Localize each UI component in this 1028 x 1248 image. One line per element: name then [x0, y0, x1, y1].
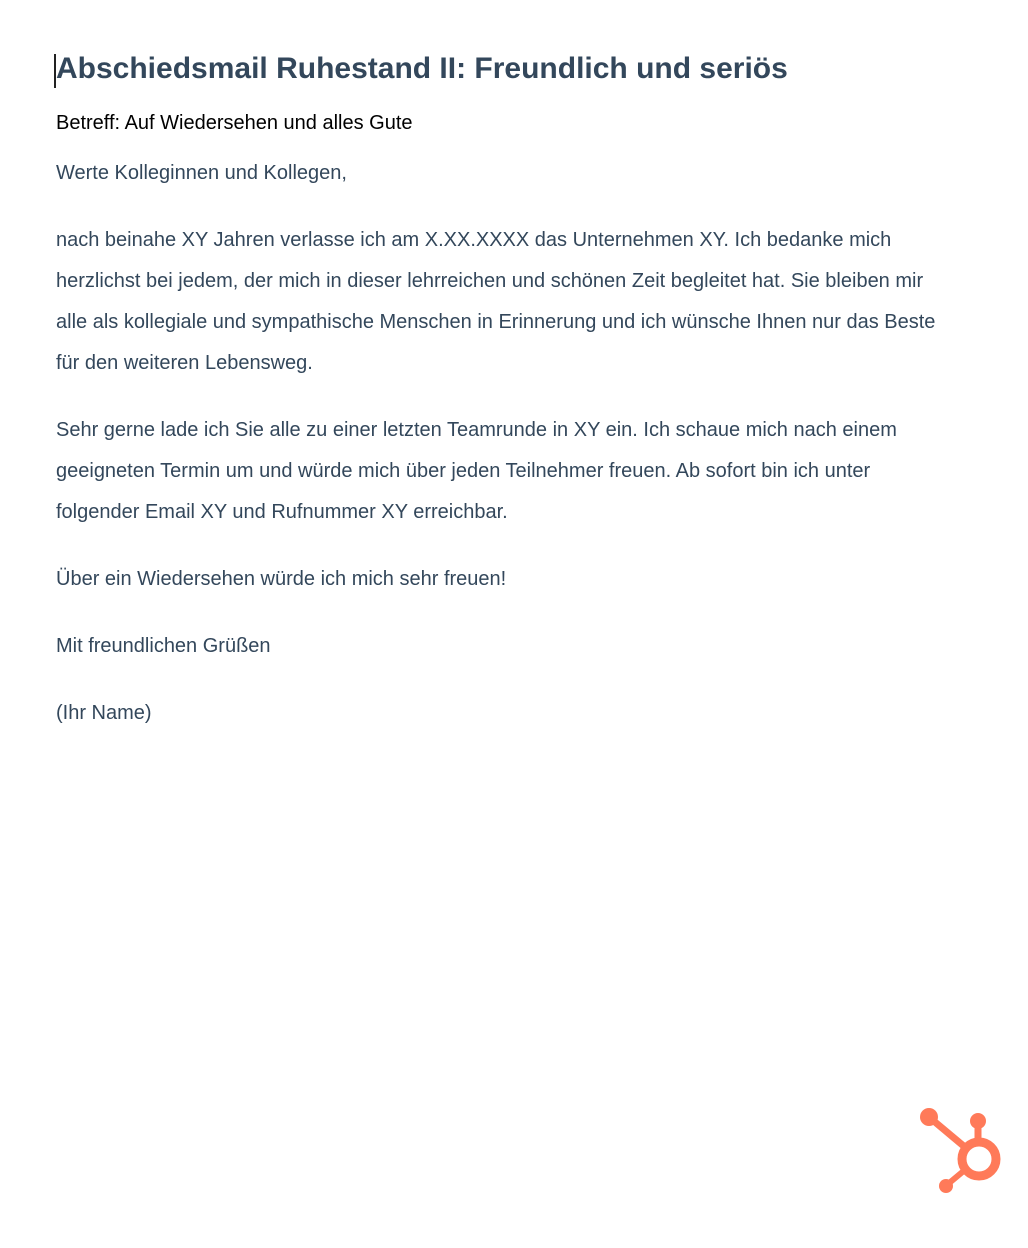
paragraph-2[interactable]: Sehr gerne lade ich Sie alle zu einer letzten Teamrunde in XY ein. Ich schaue mich nach einem geeigneten Termin um und würde mich über jeden Teilnehmer freuen. Ab sofort bin ich unter folgender Email XY und Rufnummer XY erreichbar. [56, 419, 897, 523]
paragraph-1[interactable]: nach beinahe XY Jahren verlasse ich am X.XX.XXXX das Unternehmen XY. Ich bedanke mich herzlichst bei jedem, der mich in dieser lehrreichen und schönen Zeit begleitet hat. Sie bleiben mir alle als kollegiale und sympathische Menschen in Erinnerung und ich wünsche Ihnen nur das Beste für den weiteren Lebensweg. [56, 229, 936, 374]
text-cursor [54, 54, 56, 88]
document-body [56, 50, 956, 734]
title-wrap [56, 50, 956, 88]
closing-line[interactable]: Über ein Wiedersehen würde ich mich sehr freuen! [56, 568, 507, 590]
hubspot-sprocket-icon [918, 1106, 1006, 1198]
subject-line[interactable]: Betreff: Auf Wiedersehen und alles Gute [56, 112, 413, 134]
document-title[interactable]: Abschiedsmail Ruhestand II: Freundlich und seriös [56, 52, 788, 85]
sign-off[interactable]: Mit freundlichen Grüßen [56, 635, 271, 657]
signature[interactable]: (Ihr Name) [56, 702, 152, 724]
greeting[interactable]: Werte Kolleginnen und Kollegen, [56, 162, 347, 184]
